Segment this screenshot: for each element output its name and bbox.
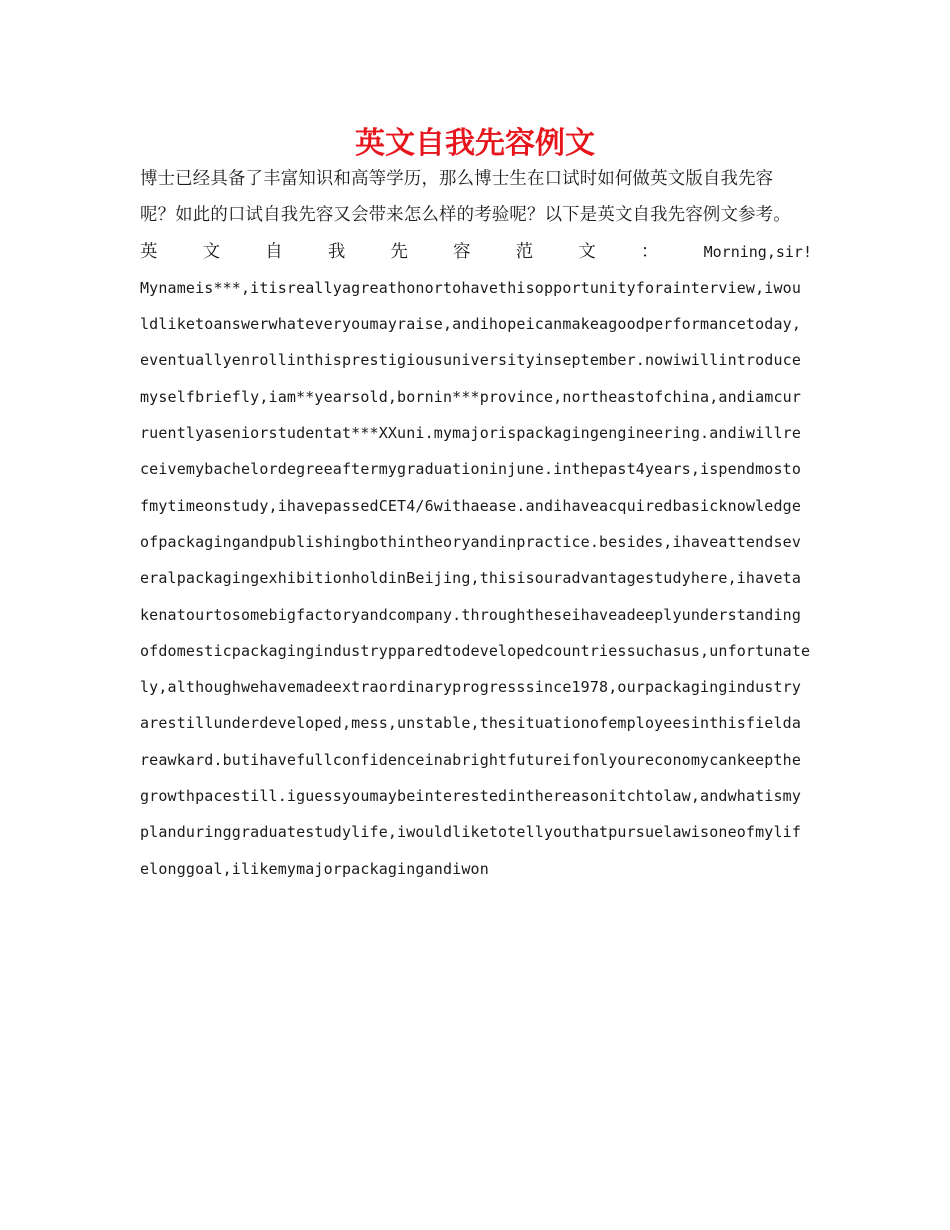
heading-char: 文 [202,241,221,262]
heading-char: 我 [327,241,346,262]
body-line: eventuallyenrollinthisprestigiousuniversityinseptember.nowiwillintroduce [140,351,802,370]
heading-greeting: Morning,sir! [703,242,812,261]
document-body [140,161,812,887]
sample-heading-line [140,234,812,270]
body-line: ceivemybachelordegreeaftermygraduationinjune.inthepast4years,ispendmosto [140,460,802,479]
body-line: ly,althoughwehavemadeextraordinaryprogresssince1978,ourpackagingindustry [140,678,802,697]
body-line: eralpackagingexhibitionholdinBeijing,thisisouradvantagestudyhere,ihaveta [140,569,802,588]
body-line: myselfbriefly,iam**yearsold,bornin***province,northeastofchina,andiamcur [140,387,802,406]
heading-char: 文 [578,241,596,262]
body-line: ofdomesticpackagingindustrypparedtodevelopedcountriessuchasus,unfortunate [140,641,811,660]
body-line: ofpackagingandpublishingbothintheoryandinpractice.besides,ihaveattendsev [140,532,802,551]
intro-line: 呢？如此的口试自我先容又会带来怎么样的考验呢？以下是英文自我先容例文参考。 [140,205,791,226]
heading-char: 自 [265,241,283,262]
body-line: kenatourtosomebigfactoryandcompany.throughtheseihaveadeeplyunderstanding [140,605,802,624]
intro-line: 博士已经具备了丰富知识和高等学历，那么博士生在口试时如何做英文版自我先容 [140,169,774,189]
heading-char: 范 [515,241,534,262]
heading-char: 英 [140,241,158,262]
document-title: 英文自我先容例文 [355,126,595,161]
body-line: reawkard.butihavefullconfidenceinabrightfutureifonlyoureconomycankeepthe [140,750,802,769]
body-line: arestillunderdeveloped,mess,unstable,thesituationofemployeesinthisfielda [140,714,802,733]
body-line: ldliketoanswerwhateveryoumayraise,andihopeicanmakeagoodperformancetoday, [140,315,802,334]
body-line: fmytimeonstudy,ihavepassedCET4/6withaease.andihaveacquiredbasicknowledge [140,496,802,515]
body-line: growthpacestill.iguessyoumaybeinterestedinthereasonitchtolaw,andwhatismy [140,787,802,806]
body-line: elonggoal,ilikemymajorpackagingandiwon [140,859,489,878]
body-line: Mynameis***,itisreallyagreathonortohavethisopportunityforainterview,iwou [140,278,802,297]
heading-char: 先 [390,241,408,262]
heading-char: ： [641,241,659,262]
heading-char: 容 [453,241,471,262]
body-line: planduringgraduatestudylife,iwouldliketotellyouthatpursuelawisoneofmylif [140,823,802,842]
body-line: ruentlyaseniorstudentat***XXuni.mymajorispackagingengineering.andiwillre [140,424,802,443]
